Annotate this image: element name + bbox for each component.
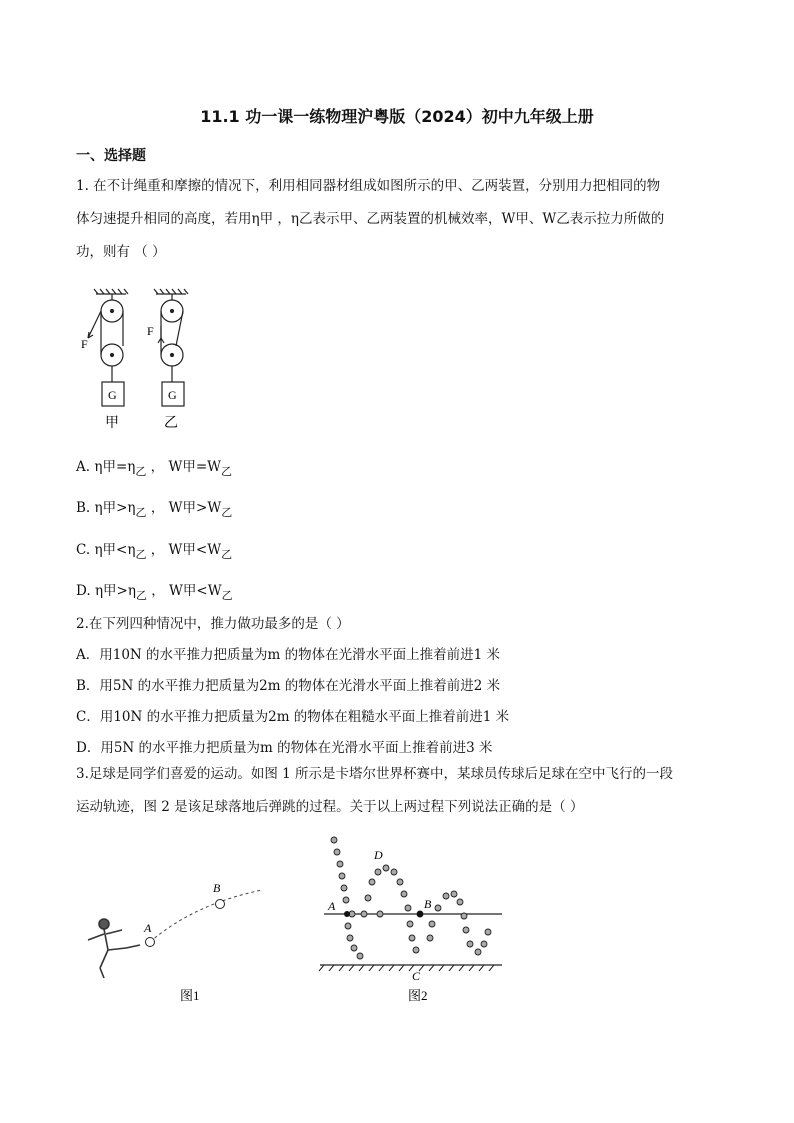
point-b-label: B <box>213 881 221 895</box>
pulley-figure <box>76 286 206 434</box>
question-1-line: 体匀速提升相同的高度，若用η甲 ，η乙表示甲、乙两装置的机械效率，W甲、W乙表示拉力所做的 <box>76 211 665 227</box>
point-a-label: A <box>144 921 152 935</box>
q1-option-a[interactable]: A. η甲$=\eta_乙$ ， W甲$=W_乙$ <box>76 459 233 478</box>
q1-option-b[interactable]: B. η甲$>\eta_乙$ ， W甲$>W_乙$ <box>76 500 233 519</box>
question-3-stem <box>76 758 726 824</box>
weight-label: G <box>108 388 117 402</box>
point-d-label: D <box>374 848 383 862</box>
question-1-stem <box>76 170 726 269</box>
football-figure-1 <box>74 868 270 1004</box>
point-c-label: C <box>412 969 421 983</box>
question-3-line: 3.足球是同学们喜爱的运动。如图 1 所示是卡塔尔世界杯赛中，某球员传球后足球在空中飞行的一段 <box>76 766 674 782</box>
force-label: F <box>147 324 154 338</box>
question-1-line: 功，则有 （ ） <box>76 244 166 260</box>
question-3-line: 运动轨迹，图 2 是该足球落地后弹跳的过程。关于以上两过程下列说法正确的是（ ） <box>76 799 584 815</box>
q2-option-d[interactable]: D．用5N 的水平推力把质量为m 的物体在光滑水平面上推着前进3 米 <box>76 740 493 756</box>
figure-1-caption: 图1 <box>180 988 200 1003</box>
figure-caption-right: 乙 <box>164 415 178 431</box>
point-a-label: A <box>328 899 336 913</box>
question-2-stem: 2.在下列四种情况中，推力做功最多的是（ ） <box>76 616 350 632</box>
force-label: F <box>81 337 88 351</box>
page-title: 11.1 功一课一练物理沪粤版（2024）初中九年级上册 <box>200 107 594 126</box>
figure-caption-left: 甲 <box>105 415 119 431</box>
point-b-label: B <box>424 897 432 911</box>
question-1-line: 1. 在不计绳重和摩擦的情况下，利用相同器材组成如图所示的甲、乙两装置，分别用力把相同的物 <box>76 178 661 194</box>
q2-option-a[interactable]: A．用10N 的水平推力把质量为m 的物体在光滑水平面上推着前进1 米 <box>76 647 501 663</box>
q2-option-c[interactable]: C．用10N 的水平推力把质量为2m 的物体在粗糙水平面上推着前进1 米 <box>76 709 510 725</box>
weight-label: G <box>168 388 177 402</box>
q2-option-b[interactable]: B．用5N 的水平推力把质量为2m 的物体在光滑水平面上推着前进2 米 <box>76 678 501 694</box>
section-heading: 一、选择题 <box>76 148 146 164</box>
figure-2-caption: 图2 <box>408 988 428 1003</box>
q1-option-d[interactable]: D. η甲$>\eta_乙$ ， W甲$<W_乙$ <box>76 583 233 602</box>
q1-option-c[interactable]: C. η甲$<\eta_乙$ ， W甲$<W_乙$ <box>76 542 233 561</box>
football-figure-2 <box>314 828 510 1004</box>
